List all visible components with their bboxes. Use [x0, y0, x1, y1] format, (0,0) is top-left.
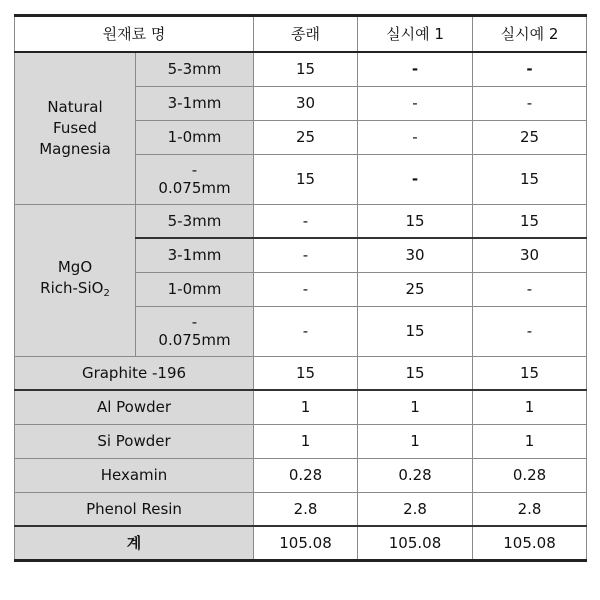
ingredient-name: Hexamin [15, 458, 254, 492]
value-cell: 0.28 [358, 458, 473, 492]
size-label: 0.075mm [158, 331, 231, 349]
value-cell: 30 [358, 238, 473, 272]
table-row [15, 390, 587, 424]
value-cell: 15 [358, 306, 473, 356]
value-cell: - [254, 204, 358, 238]
group-name-line: Magnesia [39, 139, 111, 158]
ingredient-name: Al Powder [15, 390, 254, 424]
table-row [15, 492, 587, 526]
size-dash: - [191, 161, 198, 179]
total-value: 105.08 [473, 526, 587, 560]
size-cell: 3-1mm [136, 238, 254, 272]
value-cell: 1 [254, 424, 358, 458]
ingredient-name: Phenol Resin [15, 492, 254, 526]
group-name-natural-fused-magnesia [15, 52, 136, 204]
value-cell: 15 [358, 204, 473, 238]
value-cell: - [358, 52, 473, 86]
size-cell: 1-0mm [136, 272, 254, 306]
value-cell: 2.8 [358, 492, 473, 526]
group-name-mgo-rich-sio2 [15, 204, 136, 356]
value-cell: - [473, 86, 587, 120]
value-cell: 15 [473, 204, 587, 238]
size-cell [136, 306, 254, 356]
group-name-line: Rich-SiO [40, 278, 104, 297]
size-dash: - [191, 313, 198, 331]
total-value: 105.08 [358, 526, 473, 560]
value-cell: 15 [254, 356, 358, 390]
value-cell: 1 [473, 424, 587, 458]
subscript: 2 [103, 287, 110, 299]
header-conventional: 종래 [254, 16, 358, 53]
value-cell: 0.28 [473, 458, 587, 492]
value-cell: - [254, 272, 358, 306]
value-cell: 15 [254, 154, 358, 204]
value-cell: 30 [254, 86, 358, 120]
total-value: 105.08 [254, 526, 358, 560]
group-name-line: Natural [47, 97, 103, 116]
value-cell: - [254, 238, 358, 272]
value-cell: - [254, 306, 358, 356]
size-cell: 1-0mm [136, 120, 254, 154]
header-raw-material: 원재료 명 [15, 16, 254, 53]
table-row [15, 204, 587, 238]
value-cell: - [358, 86, 473, 120]
table-row [15, 52, 587, 86]
header-example-2: 실시예 2 [473, 16, 587, 53]
header-example-1: 실시예 1 [358, 16, 473, 53]
composition-table [14, 14, 587, 562]
value-cell: 2.8 [254, 492, 358, 526]
value-cell: - [473, 52, 587, 86]
size-cell: 3-1mm [136, 86, 254, 120]
value-cell: 15 [358, 356, 473, 390]
value-cell: 1 [358, 390, 473, 424]
value-cell: - [358, 154, 473, 204]
value-cell: 1 [473, 390, 587, 424]
value-cell: 25 [473, 120, 587, 154]
group-name-line: Fused [53, 118, 97, 137]
size-cell: 5-3mm [136, 52, 254, 86]
value-cell: 15 [254, 52, 358, 86]
header-row [15, 16, 587, 53]
value-cell: - [473, 306, 587, 356]
ingredient-name: Graphite -196 [15, 356, 254, 390]
value-cell: 1 [254, 390, 358, 424]
total-row [15, 526, 587, 560]
total-label: 계 [15, 526, 254, 560]
value-cell: 1 [358, 424, 473, 458]
group-name-line: MgO [57, 257, 93, 276]
value-cell: 15 [473, 356, 587, 390]
value-cell: - [473, 272, 587, 306]
value-cell: 25 [358, 272, 473, 306]
size-cell: 5-3mm [136, 204, 254, 238]
value-cell: 25 [254, 120, 358, 154]
composition-table-container [14, 14, 586, 562]
size-label: 0.075mm [158, 179, 231, 197]
value-cell: 0.28 [254, 458, 358, 492]
value-cell: 30 [473, 238, 587, 272]
value-cell: - [358, 120, 473, 154]
value-cell: 2.8 [473, 492, 587, 526]
size-cell [136, 154, 254, 204]
table-row [15, 458, 587, 492]
table-row [15, 424, 587, 458]
table-row [15, 356, 587, 390]
ingredient-name: Si Powder [15, 424, 254, 458]
value-cell: 15 [473, 154, 587, 204]
